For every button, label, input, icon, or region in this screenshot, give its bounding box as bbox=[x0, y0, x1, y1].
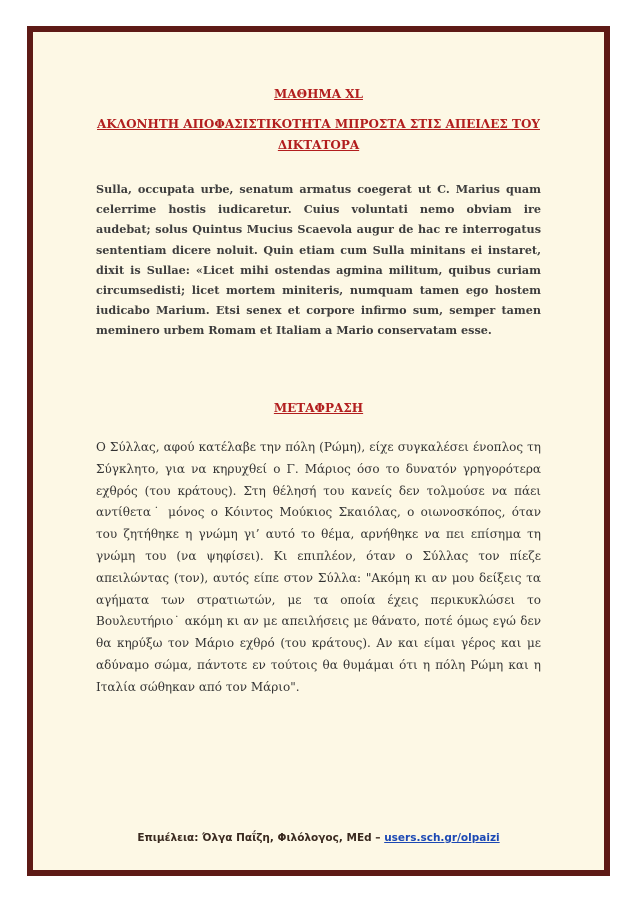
footer-link[interactable]: users.sch.gr/olpaizi bbox=[384, 832, 500, 844]
lesson-subtitle: ΑΚΛΟΝΗΤΗ ΑΠΟΦΑΣΙΣΤΙΚΟΤΗΤΑ ΜΠΡΟΣΤΑ ΣΤΙΣ ΑΠΕΙΛΕΣ ΤΟΥ ΔΙΚΤΑΤΟΡΑ bbox=[97, 117, 540, 152]
latin-text: Sulla, occupata urbe, senatum armatus coegerat ut C. Marius quam celerrime hostis iudicaretur. Cuius voluntati nemo obviam ire audebat; solus Quintus Mucius Scaevola augur de hac re interrogatus sententiam dicere noluit. Quin etiam cum Sulla minitans ei instaret, dixit is Sullae: «Licet mihi ostendas agmina militum, quibus curiam circumsedisti; licet mortem miniteris, numquam tamen ego hostem iudicabo Marium. Etsi senex et corpore infirmo sum, semper tamen meminero urbem Romam et Italiam a Mario conservatam esse. bbox=[96, 182, 541, 338]
lesson-title: ΜΑΘΗΜΑ XL bbox=[274, 87, 363, 101]
translation-text: Ο Σύλλας, αφού κατέλαβε την πόλη (Ρώμη), είχε συγκαλέσει ένοπλος τη Σύγκλητο, για να κηρυχθεί ο Γ. Μάριος όσο το δυνατόν γρηγορότερα εχθρός (του κράτους). Στη θέλησή του κανείς δεν τολμούσε να πάει αντίθετα˙ μόνος ο Κόιντος Μούκιος Σκαιόλας, ο οιωνοσκόπος, όταν του ζητήθηκε η γνώμη γι’ αυτό το θέμα, αρνήθηκε να πει επίσημα τη γνώμη του (να ψηφίσει). Κι επιπλέον, όταν ο Σύλλας τον πίεζε απειλώντας (τον), αυτός είπε στον Σύλλα: "Ακόμη κι αν μου δείξεις τα αγήματα των στρατιωτών, με τα οποία έχεις περικυκλώσει το Βουλευτήριο˙ ακόμη κι αν με απειλήσεις με θάνατο, ποτέ όμως εγώ δεν θα κηρύξω τον Μάριο εχθρό (του κράτους). Αν και είμαι γέρος και με αδύναμο σώμα, πάντοτε εν τούτοις θα θυμάμαι ότι η πόλη Ρώμη και η Ιταλία σώθηκαν από τον Μάριο". bbox=[96, 440, 541, 694]
translation-heading: ΜΕΤΑΦΡΑΣΗ bbox=[273, 401, 364, 415]
page-frame bbox=[27, 26, 610, 876]
footer bbox=[33, 832, 604, 844]
footer-credit: Επιμέλεια: Όλγα Παΐζη, Φιλόλογος, MEd – bbox=[137, 832, 385, 844]
